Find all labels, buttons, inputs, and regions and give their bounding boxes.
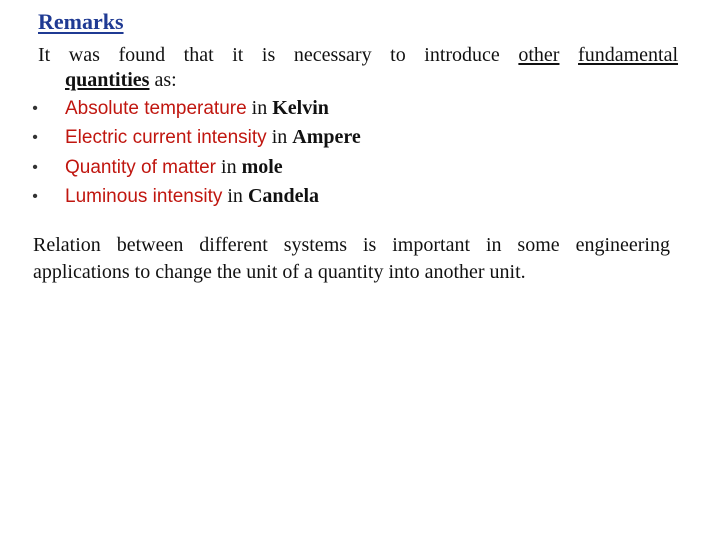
bullet-list bbox=[30, 96, 361, 213]
intro-underline-fundamental: fundamental bbox=[578, 44, 679, 66]
unit-name: mole bbox=[241, 155, 283, 178]
bullet-icon: • bbox=[32, 158, 38, 176]
connector: in bbox=[246, 97, 273, 119]
quantity-name: Luminous intensity bbox=[65, 185, 223, 207]
connector: in bbox=[216, 155, 242, 178]
connector: in bbox=[266, 126, 293, 149]
bullet-icon: • bbox=[32, 129, 38, 147]
intro-line-1 bbox=[38, 43, 678, 68]
list-item bbox=[30, 96, 361, 125]
intro-line-2 bbox=[65, 68, 177, 93]
slide-title: Remarks bbox=[38, 9, 124, 34]
list-item bbox=[30, 184, 361, 213]
quantity-name: Absolute temperature bbox=[65, 98, 247, 119]
list-item bbox=[30, 125, 361, 154]
intro-lead: It was found that it is necessary to introduce bbox=[38, 44, 519, 66]
quantity-name: Electric current intensity bbox=[65, 127, 267, 149]
bullet-icon: • bbox=[32, 187, 38, 205]
unit-name: Ampere bbox=[292, 126, 361, 149]
intro-bold-quantities: quantities bbox=[65, 69, 150, 91]
unit-name: Kelvin bbox=[272, 97, 329, 119]
list-item bbox=[30, 155, 361, 184]
connector: in bbox=[222, 184, 248, 207]
unit-name: Candela bbox=[247, 184, 320, 207]
intro-tail: as: bbox=[149, 69, 177, 91]
bullet-icon: • bbox=[32, 100, 38, 117]
intro-underline-other: other bbox=[518, 44, 560, 66]
relation-paragraph: Relation between different systems is important in some engineering applications to change the unit of a quantity into another unit. bbox=[33, 234, 670, 283]
quantity-name: Quantity of matter bbox=[65, 156, 217, 178]
